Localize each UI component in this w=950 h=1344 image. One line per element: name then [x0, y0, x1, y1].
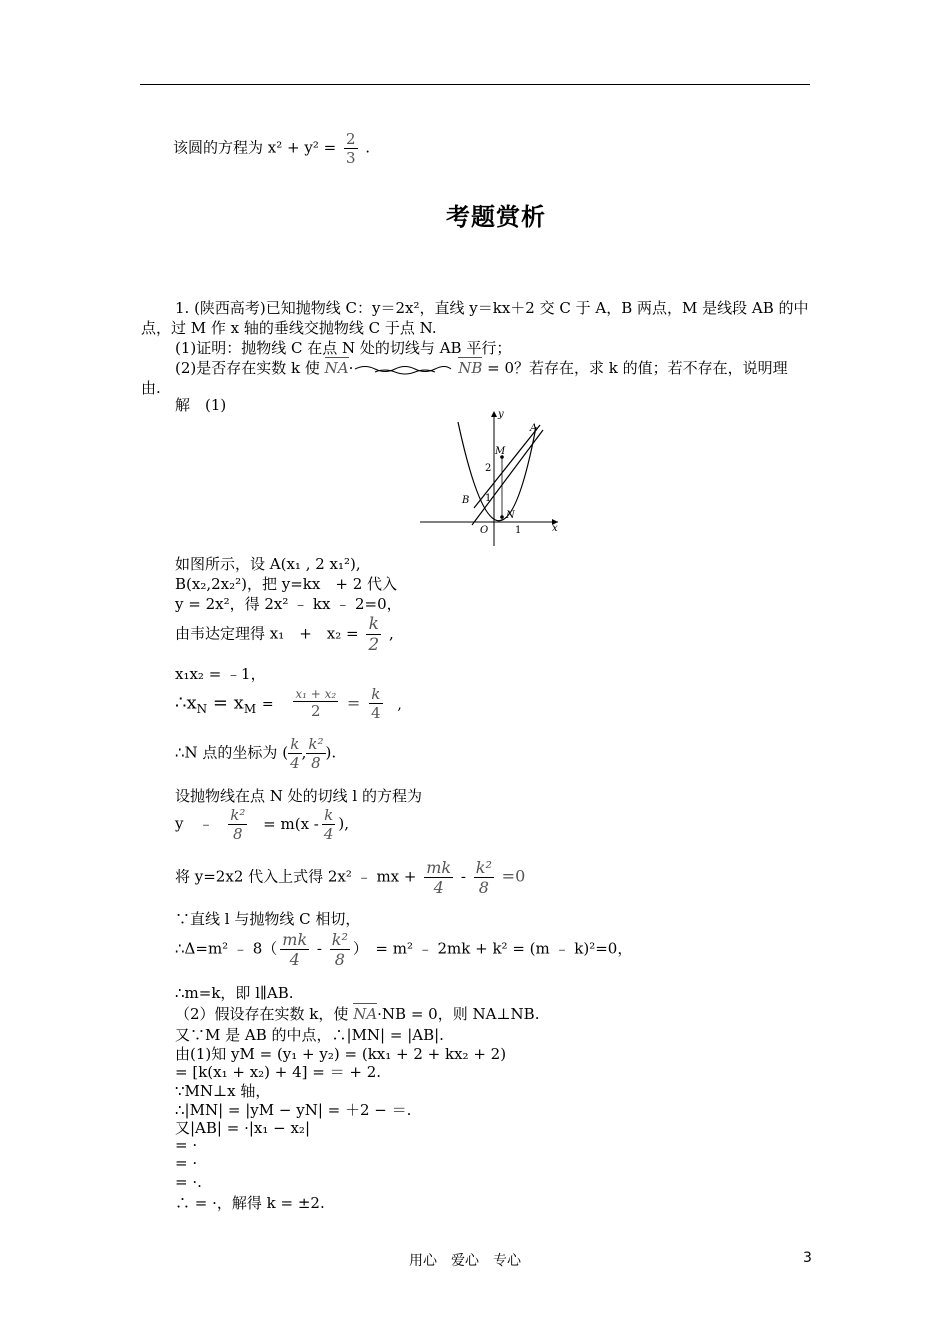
step-12-end: ） = m² ﹣ 2mk + k² = (m ﹣ k)²=0， [352, 939, 633, 958]
step-6-frac-2 [369, 685, 383, 722]
step-6-frac-1 [293, 687, 338, 720]
step-8: 设抛物线在点 N 处的切线 l 的方程为 [175, 787, 422, 805]
problem-line-4: (2)是否存在实数 k 使 NA· NB = 0？若存在，求 k 的值；若不存在，说明理 [175, 359, 788, 377]
step-12-frac-1 [280, 930, 309, 969]
frac-den: 8 [330, 949, 350, 969]
step-21: = · [175, 1136, 198, 1154]
sub-n: N [196, 702, 208, 717]
frac-den: 8 [306, 753, 325, 772]
step-9-end: ), [338, 814, 350, 833]
step-11: ∵直线 l 与抛物线 C 相切， [175, 910, 361, 928]
step-12-text: ∴Δ=m² ﹣ 8（ [175, 939, 278, 958]
frac-den: 4 [424, 877, 453, 897]
step-9 [175, 806, 349, 843]
frac-den: 8 [228, 824, 247, 843]
step-1: 如图所示，设 A(x₁ , 2 x₁²), [175, 555, 361, 573]
intro-suffix: . [365, 138, 371, 157]
intro-frac-den: 3 [345, 149, 356, 167]
step-2: B(x₂,2x₂²)，把 y=kx + 2 代入 [175, 575, 398, 593]
step-3: y = 2x²，得 2x² ﹣ kx ﹣ 2=0， [175, 595, 402, 613]
step-6-eq2: = [346, 693, 361, 713]
step-17: = [k(x₁ + x₂) + 4] = ＝ + 2. [175, 1063, 382, 1081]
step-7-end: ). [325, 743, 337, 762]
step-23: = ·. [175, 1173, 202, 1191]
step-9-frac-1 [228, 806, 247, 843]
step-4-end: , [389, 624, 394, 643]
step-7-frac-1 [288, 735, 302, 772]
frac-den: 4 [290, 754, 300, 772]
step-10-frac-2 [474, 858, 494, 897]
step-10-minus: - [460, 867, 466, 886]
step-10-text: 将 y=2x2 代入上式得 2x² ﹣ mx + [175, 867, 417, 886]
step-7-text: ∴N 点的坐标为 ( [175, 743, 289, 762]
frac-num: k² [331, 930, 348, 949]
frac-num: k² [308, 735, 324, 753]
step-22: = · [175, 1154, 198, 1172]
sub-m: M [243, 702, 257, 717]
frac-den: 4 [280, 949, 309, 969]
vector-nb: NB [458, 359, 483, 377]
section-title: 考题赏析 [446, 203, 546, 231]
parabola-curve [458, 422, 536, 521]
problem-line-3: (1)证明：抛物线 C 在点 N 处的切线与 AB 平行； [175, 339, 512, 357]
point-n [500, 515, 504, 519]
tick-2-y: 2 [485, 463, 492, 474]
label-x: x [552, 523, 558, 534]
frac-num: k [368, 614, 379, 634]
vector-na-2: NA [353, 1005, 378, 1023]
step-9-text: y ﹣ [175, 814, 214, 833]
frac-num: k [371, 685, 381, 703]
problem-line-5: 由. [141, 379, 161, 397]
frac-den: 4 [323, 825, 334, 843]
step-6-x: ∴x [175, 692, 197, 714]
step-16: 由(1)知 yM = (y₁ + y₂) = (kx₁ + 2 + kx₂ + 2) [175, 1045, 507, 1063]
problem-line-1: 1. (陕西高考)已知抛物线 C：y＝2x²，直线 y＝kx＋2 交 C 于 A，B 两点，M 是线段 AB 的中 [175, 299, 809, 317]
step-18: ∵MN⊥x 轴， [175, 1082, 271, 1100]
frac-den: 4 [371, 704, 381, 722]
step-10 [175, 858, 525, 897]
frac-num: x₁ + x₂ [295, 687, 337, 701]
step-9-frac-2 [322, 806, 336, 843]
step-12-minus: - [316, 939, 322, 958]
frac-num: mk [282, 930, 308, 949]
frac-num: k [290, 735, 300, 753]
problem-line-2: 点，过 M 作 x 轴的垂线交抛物线 C 于点 N. [141, 319, 437, 337]
intro-frac-num: 2 [345, 130, 356, 148]
label-b: B [462, 495, 470, 506]
problem-line-4-start: (2)是否存在实数 k 使 [175, 359, 320, 377]
step-19: ∴|MN| = |yM − yN| = ＋2 − ＝. [175, 1101, 412, 1119]
step-6-eq: = [261, 696, 274, 713]
label-m: M [495, 446, 506, 457]
intro-text: 该圆的方程为 x² + y² = [173, 138, 337, 157]
step-10-frac-1 [424, 858, 453, 897]
step-4-text: 由韦达定理得 x₁ + x₂ = [175, 624, 359, 643]
y-axis-arrow [491, 411, 497, 417]
step-24: ∴ = ·，解得 k = ±2. [175, 1194, 325, 1212]
step-12 [175, 930, 632, 969]
frac-den: 2 [368, 635, 380, 655]
step-4 [175, 614, 394, 655]
step-15: 又∵M 是 AB 的中点，∴|MN| = |AB|. [175, 1026, 444, 1044]
step-14-text: （2）假设存在实数 k，使 [175, 1005, 349, 1023]
intro-line [173, 130, 370, 167]
tick-1-x: 1 [515, 525, 522, 536]
label-y: y [498, 409, 504, 420]
frac-num: k² [475, 858, 492, 877]
footer-slogan: 用心 爱心 专心 [409, 1253, 521, 1269]
step-20: 又|AB| = ·|x₁ − x₂| [175, 1119, 310, 1137]
step-7-frac-2 [306, 735, 325, 772]
wavy-underline [353, 362, 453, 376]
vector-na: NA [324, 359, 349, 377]
frac-num: mk [426, 858, 452, 877]
step-6 [175, 685, 402, 722]
solution-heading: 解 (1) [175, 396, 227, 414]
page-number: 3 [803, 1250, 812, 1266]
frac-num: k² [230, 806, 246, 824]
intro-fraction [344, 130, 358, 167]
frac-den: 8 [474, 877, 494, 897]
step-7: ∴N 点的坐标为 ( $\frac{k}{4}$ , $\frac{\text{k²}}{8}$ ). [175, 735, 337, 772]
step-14-end: ·NB = 0，则 NA⊥NB. [377, 1005, 540, 1023]
step-13: ∴m=k，即 l∥AB. [175, 984, 294, 1002]
step-6-end: , [397, 696, 402, 713]
label-origin: O [480, 525, 489, 536]
frac-num: k [324, 806, 334, 824]
problem-line-4-end: = 0？若存在，求 k 的值；若不存在，说明理 [487, 359, 788, 377]
tangent-line [474, 425, 540, 508]
step-10-end: =0 [501, 866, 526, 886]
step-12-frac-2 [330, 930, 350, 969]
label-n: N [506, 510, 515, 521]
parabola-figure [418, 405, 563, 550]
step-5: x₁x₂ = ﹣1， [175, 665, 266, 683]
step-14 [175, 1003, 539, 1024]
frac-den: 2 [293, 701, 338, 720]
tick-1-y: 1 [485, 493, 492, 504]
step-4-fraction [366, 614, 381, 655]
header-rule [140, 84, 810, 85]
label-a: A [530, 423, 538, 434]
step-9-mid: = m(x - [263, 814, 319, 833]
step-6-eq-x: = x [212, 692, 244, 714]
